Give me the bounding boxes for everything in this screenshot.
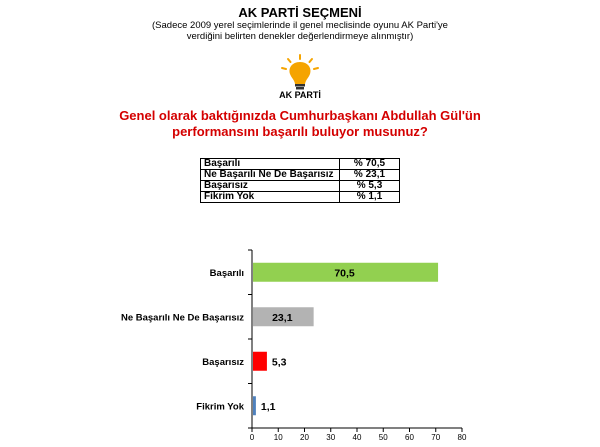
x-tick-label: 70 bbox=[431, 433, 441, 442]
x-tick-label: 80 bbox=[457, 433, 467, 442]
x-tick-label: 0 bbox=[249, 433, 255, 442]
x-tick-label: 60 bbox=[405, 433, 414, 442]
bar-chart-svg bbox=[0, 248, 600, 447]
table-cell-value: % 5,3 bbox=[340, 181, 400, 192]
page-subtitle: (Sadece 2009 yerel seçimlerinde il genel meclisinde oyunu AK Parti'ye verdiğini belirten denekler değerlendirmeye alınmıştır) bbox=[152, 20, 448, 42]
table-row bbox=[201, 181, 400, 192]
x-tick-label: 50 bbox=[378, 433, 388, 442]
results-table bbox=[200, 158, 400, 203]
table-cell-value: % 1,1 bbox=[340, 192, 400, 203]
category-label: Başarılı bbox=[209, 267, 244, 279]
table-cell-label: Ne Başarılı Ne De Başarısız bbox=[201, 170, 340, 181]
category-label: Başarısız bbox=[202, 356, 244, 368]
table-row bbox=[201, 192, 400, 203]
category-label: Fikrim Yok bbox=[196, 401, 244, 413]
data-label: 70,5 bbox=[334, 267, 355, 280]
table-row bbox=[201, 170, 400, 181]
x-tick-label: 10 bbox=[273, 433, 283, 442]
logo-text: AK PARTİ bbox=[279, 90, 321, 100]
data-label: 5,3 bbox=[271, 356, 287, 369]
table-cell-label: Fikrim Yok bbox=[201, 192, 340, 203]
table-cell-label: Başarılı bbox=[201, 159, 340, 170]
page-title: AK PARTİ SEÇMENİ bbox=[238, 5, 362, 20]
x-tick-label: 30 bbox=[326, 433, 336, 442]
survey-question: Genel olarak baktığınızda Cumhurbaşkanı Abdullah Gül'ün performansını başarılı buluyor musunuz? bbox=[119, 108, 481, 139]
table-cell-value: % 70,5 bbox=[340, 159, 400, 170]
data-label: 1,1 bbox=[260, 400, 276, 413]
data-label: 23,1 bbox=[272, 311, 293, 324]
bar-chart bbox=[0, 248, 600, 447]
category-label: Ne Başarılı Ne De Başarısız bbox=[120, 312, 244, 324]
bar-4 bbox=[253, 396, 256, 415]
bar-3 bbox=[253, 352, 267, 371]
x-tick-label: 40 bbox=[352, 433, 362, 442]
table-cell-label: Başarısız bbox=[201, 181, 340, 192]
table-row bbox=[201, 159, 400, 170]
x-tick-label: 20 bbox=[300, 433, 309, 442]
table-cell-value: % 23,1 bbox=[340, 170, 400, 181]
